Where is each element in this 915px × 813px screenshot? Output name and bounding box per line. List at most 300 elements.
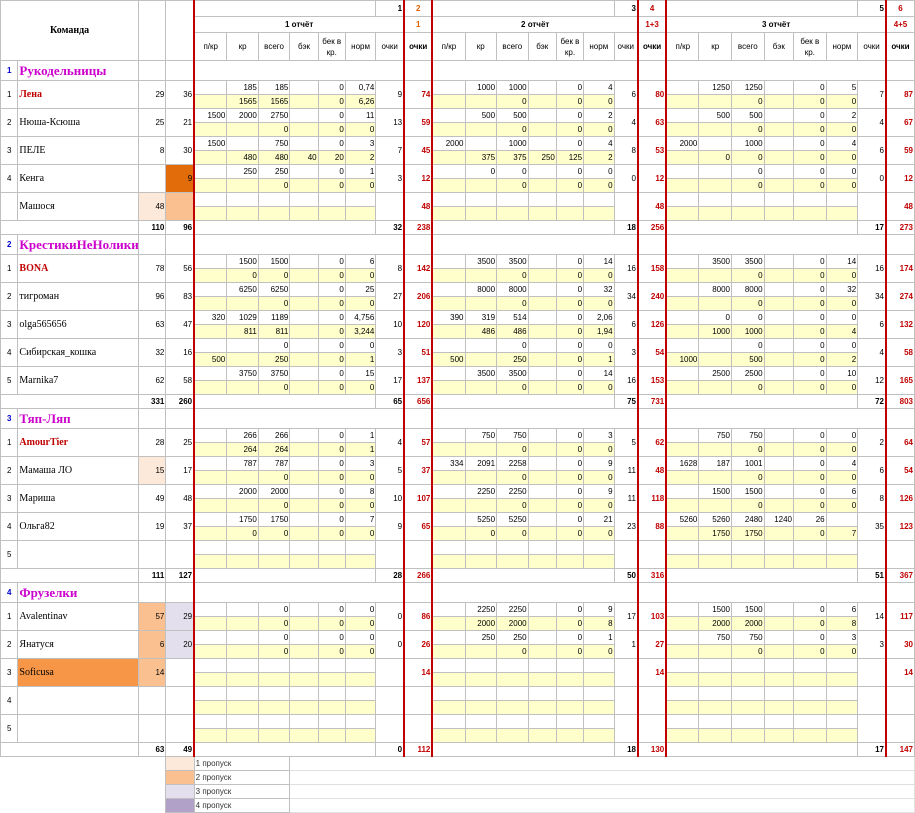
- points-cell[interactable]: 17: [376, 367, 404, 395]
- subheader-ochki-total[interactable]: очки: [638, 33, 666, 61]
- value-cell[interactable]: [764, 499, 793, 513]
- value-cell[interactable]: 0: [556, 443, 583, 457]
- value-cell[interactable]: [194, 165, 227, 179]
- skip-score-a[interactable]: 6: [139, 631, 166, 659]
- col-number-6[interactable]: 6: [886, 1, 915, 17]
- subheader-bekvkr[interactable]: бек в кр.: [556, 33, 583, 61]
- cell[interactable]: [194, 743, 376, 757]
- total-points[interactable]: 142: [404, 255, 432, 283]
- value-cell[interactable]: 334: [432, 457, 465, 471]
- value-cell[interactable]: 0: [258, 617, 290, 631]
- value-cell[interactable]: 0: [318, 429, 345, 443]
- cell[interactable]: [666, 409, 886, 429]
- player-number[interactable]: 2: [1, 631, 18, 659]
- value-cell[interactable]: [432, 673, 465, 687]
- value-cell[interactable]: [666, 151, 699, 165]
- subheader-bek[interactable]: бэк: [290, 33, 318, 61]
- value-cell[interactable]: [497, 729, 529, 743]
- cell[interactable]: [139, 583, 166, 603]
- points-cell[interactable]: 7: [376, 137, 404, 165]
- value-cell[interactable]: 8000: [465, 283, 497, 297]
- value-cell[interactable]: 0: [318, 165, 345, 179]
- value-cell[interactable]: 1500: [732, 485, 765, 499]
- skip-score-a[interactable]: 15: [139, 457, 166, 485]
- value-cell[interactable]: 0: [318, 283, 345, 297]
- value-cell[interactable]: 1500: [258, 255, 290, 269]
- skip-score-a[interactable]: 48: [139, 193, 166, 221]
- value-cell[interactable]: [227, 715, 259, 729]
- value-cell[interactable]: 0: [258, 179, 290, 193]
- value-cell[interactable]: 7: [826, 527, 858, 541]
- value-cell[interactable]: 0: [318, 471, 345, 485]
- cell[interactable]: [432, 743, 614, 757]
- value-cell[interactable]: [764, 645, 793, 659]
- value-cell[interactable]: [793, 207, 826, 221]
- value-cell[interactable]: [465, 137, 497, 151]
- cell[interactable]: [666, 743, 857, 757]
- value-cell[interactable]: [666, 701, 699, 715]
- value-cell[interactable]: [699, 207, 732, 221]
- value-cell[interactable]: [290, 715, 318, 729]
- value-cell[interactable]: 0: [826, 269, 858, 283]
- cell[interactable]: [166, 583, 194, 603]
- value-cell[interactable]: [699, 673, 732, 687]
- value-cell[interactable]: 4,756: [345, 311, 375, 325]
- value-cell[interactable]: [227, 729, 259, 743]
- points-cell[interactable]: [376, 715, 404, 743]
- value-cell[interactable]: 2000: [699, 617, 732, 631]
- value-cell[interactable]: [666, 193, 699, 207]
- sum-total[interactable]: 112: [404, 743, 432, 757]
- total-points[interactable]: 54: [638, 339, 666, 367]
- points-cell[interactable]: 11: [614, 485, 638, 513]
- value-cell[interactable]: [194, 429, 227, 443]
- value-cell[interactable]: 0: [318, 513, 345, 527]
- points-cell[interactable]: 9: [376, 81, 404, 109]
- cell[interactable]: [1, 569, 139, 583]
- value-cell[interactable]: 0: [732, 297, 765, 311]
- points-cell[interactable]: 4: [858, 109, 886, 137]
- value-cell[interactable]: 0: [556, 339, 583, 353]
- cell[interactable]: [638, 583, 666, 603]
- total-points[interactable]: 59: [404, 109, 432, 137]
- total-points[interactable]: 107: [404, 485, 432, 513]
- value-cell[interactable]: [666, 283, 699, 297]
- value-cell[interactable]: 0: [497, 499, 529, 513]
- value-cell[interactable]: 514: [497, 311, 529, 325]
- value-cell[interactable]: 32: [826, 283, 858, 297]
- value-cell[interactable]: 0: [345, 645, 375, 659]
- value-cell[interactable]: 0: [793, 151, 826, 165]
- value-cell[interactable]: 0: [318, 631, 345, 645]
- value-cell[interactable]: 185: [258, 81, 290, 95]
- value-cell[interactable]: [290, 541, 318, 555]
- value-cell[interactable]: 9: [584, 457, 614, 471]
- points-cell[interactable]: 16: [858, 255, 886, 283]
- value-cell[interactable]: 0: [793, 367, 826, 381]
- value-cell[interactable]: [194, 283, 227, 297]
- cell[interactable]: [166, 1, 194, 61]
- value-cell[interactable]: [432, 381, 465, 395]
- player-number[interactable]: 4: [1, 513, 18, 541]
- subheader-ochki[interactable]: очки: [858, 33, 886, 61]
- total-points[interactable]: 14: [886, 659, 915, 687]
- value-cell[interactable]: 1750: [258, 513, 290, 527]
- value-cell[interactable]: 0: [497, 527, 529, 541]
- sum-a[interactable]: 63: [139, 743, 166, 757]
- value-cell[interactable]: 8: [584, 617, 614, 631]
- value-cell[interactable]: [227, 193, 259, 207]
- total-points[interactable]: 37: [404, 457, 432, 485]
- value-cell[interactable]: 6250: [227, 283, 259, 297]
- value-cell[interactable]: 0: [318, 485, 345, 499]
- value-cell[interactable]: [290, 255, 318, 269]
- points-cell[interactable]: 12: [858, 367, 886, 395]
- value-cell[interactable]: [666, 645, 699, 659]
- value-cell[interactable]: [556, 193, 583, 207]
- value-cell[interactable]: [290, 353, 318, 367]
- value-cell[interactable]: [764, 109, 793, 123]
- cell[interactable]: [1, 395, 139, 409]
- team-number[interactable]: 1: [1, 61, 18, 81]
- value-cell[interactable]: [290, 443, 318, 457]
- player-number[interactable]: 1: [1, 255, 18, 283]
- value-cell[interactable]: 0: [556, 255, 583, 269]
- value-cell[interactable]: 0: [556, 179, 583, 193]
- cell[interactable]: [886, 409, 915, 429]
- value-cell[interactable]: 3500: [497, 367, 529, 381]
- points-cell[interactable]: 3: [376, 339, 404, 367]
- value-cell[interactable]: 4: [826, 457, 858, 471]
- total-points[interactable]: 165: [886, 367, 915, 395]
- value-cell[interactable]: [290, 701, 318, 715]
- value-cell[interactable]: [432, 193, 465, 207]
- total-points[interactable]: 240: [638, 283, 666, 311]
- total-points[interactable]: 117: [886, 603, 915, 631]
- subheader-pkr[interactable]: п/кр: [194, 33, 227, 61]
- value-cell[interactable]: [432, 631, 465, 645]
- value-cell[interactable]: 0: [556, 311, 583, 325]
- total-points[interactable]: 62: [638, 429, 666, 457]
- cell[interactable]: [1, 757, 166, 771]
- value-cell[interactable]: 2: [584, 109, 614, 123]
- value-cell[interactable]: [290, 123, 318, 137]
- value-cell[interactable]: 9: [584, 485, 614, 499]
- value-cell[interactable]: [528, 165, 556, 179]
- subheader-bek[interactable]: бэк: [764, 33, 793, 61]
- value-cell[interactable]: [432, 95, 465, 109]
- value-cell[interactable]: 3500: [699, 255, 732, 269]
- value-cell[interactable]: 0: [556, 513, 583, 527]
- value-cell[interactable]: 0: [584, 297, 614, 311]
- cell[interactable]: [404, 61, 432, 81]
- value-cell[interactable]: 0: [732, 311, 765, 325]
- value-cell[interactable]: [732, 541, 765, 555]
- value-cell[interactable]: 5: [826, 81, 858, 95]
- value-cell[interactable]: [290, 311, 318, 325]
- team-name[interactable]: КрестикиНеНолики: [18, 235, 139, 255]
- value-cell[interactable]: 0: [826, 165, 858, 179]
- sum-points[interactable]: 50: [614, 569, 638, 583]
- value-cell[interactable]: 375: [465, 151, 497, 165]
- value-cell[interactable]: [497, 193, 529, 207]
- total-points[interactable]: [886, 687, 915, 715]
- value-cell[interactable]: 1: [345, 165, 375, 179]
- value-cell[interactable]: [528, 443, 556, 457]
- value-cell[interactable]: 486: [465, 325, 497, 339]
- total-points[interactable]: 118: [638, 485, 666, 513]
- skip-score-b[interactable]: 30: [166, 137, 194, 165]
- value-cell[interactable]: [666, 631, 699, 645]
- value-cell[interactable]: [528, 603, 556, 617]
- total-points[interactable]: 88: [638, 513, 666, 541]
- value-cell[interactable]: [432, 499, 465, 513]
- value-cell[interactable]: 0: [793, 603, 826, 617]
- value-cell[interactable]: 1029: [227, 311, 259, 325]
- value-cell[interactable]: [764, 429, 793, 443]
- value-cell[interactable]: [666, 207, 699, 221]
- skip-score-a[interactable]: 63: [139, 311, 166, 339]
- value-cell[interactable]: [666, 81, 699, 95]
- value-cell[interactable]: [826, 513, 858, 527]
- value-cell[interactable]: 2258: [497, 457, 529, 471]
- points-cell[interactable]: 6: [614, 81, 638, 109]
- sum-points[interactable]: 72: [858, 395, 886, 409]
- value-cell[interactable]: [699, 659, 732, 673]
- value-cell[interactable]: 8000: [699, 283, 732, 297]
- value-cell[interactable]: [826, 701, 858, 715]
- sum-points[interactable]: 28: [376, 569, 404, 583]
- value-cell[interactable]: [432, 151, 465, 165]
- value-cell[interactable]: [432, 429, 465, 443]
- cell[interactable]: [666, 221, 857, 235]
- sum-a[interactable]: 331: [139, 395, 166, 409]
- value-cell[interactable]: [465, 555, 497, 569]
- value-cell[interactable]: [290, 673, 318, 687]
- player-number[interactable]: 3: [1, 659, 18, 687]
- value-cell[interactable]: 0: [793, 179, 826, 193]
- value-cell[interactable]: [732, 701, 765, 715]
- value-cell[interactable]: [194, 443, 227, 457]
- value-cell[interactable]: 0: [826, 123, 858, 137]
- value-cell[interactable]: [227, 673, 259, 687]
- value-cell[interactable]: 14: [826, 255, 858, 269]
- value-cell[interactable]: [732, 715, 765, 729]
- value-cell[interactable]: 0: [345, 617, 375, 631]
- points-cell[interactable]: 4: [376, 429, 404, 457]
- value-cell[interactable]: 0: [584, 165, 614, 179]
- value-cell[interactable]: [826, 729, 858, 743]
- value-cell[interactable]: 0: [497, 95, 529, 109]
- value-cell[interactable]: [528, 429, 556, 443]
- value-cell[interactable]: [528, 381, 556, 395]
- points-cell[interactable]: 2: [858, 429, 886, 457]
- total-points[interactable]: 103: [638, 603, 666, 631]
- value-cell[interactable]: 125: [556, 151, 583, 165]
- value-cell[interactable]: [465, 499, 497, 513]
- col-number-2[interactable]: 2: [404, 1, 432, 17]
- value-cell[interactable]: 1240: [764, 513, 793, 527]
- value-cell[interactable]: 0: [318, 109, 345, 123]
- value-cell[interactable]: 0: [345, 527, 375, 541]
- value-cell[interactable]: 1628: [666, 457, 699, 471]
- player-number[interactable]: 1: [1, 603, 18, 631]
- value-cell[interactable]: 0: [793, 255, 826, 269]
- value-cell[interactable]: [584, 715, 614, 729]
- value-cell[interactable]: 2000: [465, 617, 497, 631]
- value-cell[interactable]: 6250: [258, 283, 290, 297]
- value-cell[interactable]: [528, 645, 556, 659]
- value-cell[interactable]: [465, 207, 497, 221]
- value-cell[interactable]: [258, 555, 290, 569]
- value-cell[interactable]: 750: [465, 429, 497, 443]
- points-cell[interactable]: 10: [376, 485, 404, 513]
- value-cell[interactable]: [556, 555, 583, 569]
- player-name[interactable]: AmourTier: [18, 429, 139, 457]
- skip-score-a[interactable]: 96: [139, 283, 166, 311]
- value-cell[interactable]: [318, 659, 345, 673]
- value-cell[interactable]: 750: [699, 429, 732, 443]
- value-cell[interactable]: [732, 193, 765, 207]
- value-cell[interactable]: 1500: [699, 603, 732, 617]
- total-points[interactable]: 30: [886, 631, 915, 659]
- value-cell[interactable]: 0: [826, 339, 858, 353]
- player-name[interactable]: Soficusa: [18, 659, 139, 687]
- sum-a[interactable]: 110: [139, 221, 166, 235]
- value-cell[interactable]: [258, 193, 290, 207]
- value-cell[interactable]: [465, 193, 497, 207]
- value-cell[interactable]: [194, 687, 227, 701]
- value-cell[interactable]: [764, 207, 793, 221]
- value-cell[interactable]: 0: [318, 123, 345, 137]
- player-name[interactable]: тигроман: [18, 283, 139, 311]
- value-cell[interactable]: [465, 443, 497, 457]
- value-cell[interactable]: [465, 715, 497, 729]
- value-cell[interactable]: 185: [227, 81, 259, 95]
- value-cell[interactable]: [194, 325, 227, 339]
- value-cell[interactable]: 2000: [432, 137, 465, 151]
- player-number[interactable]: 3: [1, 137, 18, 165]
- value-cell[interactable]: 0: [584, 339, 614, 353]
- value-cell[interactable]: 0: [826, 499, 858, 513]
- value-cell[interactable]: [258, 207, 290, 221]
- value-cell[interactable]: [764, 541, 793, 555]
- cell[interactable]: [290, 771, 915, 785]
- total-points[interactable]: [404, 541, 432, 569]
- value-cell[interactable]: [432, 283, 465, 297]
- value-cell[interactable]: [318, 193, 345, 207]
- cell[interactable]: [194, 569, 376, 583]
- value-cell[interactable]: [764, 457, 793, 471]
- value-cell[interactable]: 0: [497, 381, 529, 395]
- value-cell[interactable]: [432, 513, 465, 527]
- total-points[interactable]: 132: [886, 311, 915, 339]
- value-cell[interactable]: 1565: [258, 95, 290, 109]
- sum-total[interactable]: 266: [404, 569, 432, 583]
- sum-total[interactable]: 256: [638, 221, 666, 235]
- points-cell[interactable]: 8: [858, 485, 886, 513]
- value-cell[interactable]: [764, 603, 793, 617]
- value-cell[interactable]: [584, 207, 614, 221]
- value-cell[interactable]: [290, 381, 318, 395]
- value-cell[interactable]: 0: [584, 645, 614, 659]
- value-cell[interactable]: [497, 555, 529, 569]
- value-cell[interactable]: 0: [793, 269, 826, 283]
- player-number[interactable]: 4: [1, 687, 18, 715]
- sum-total[interactable]: 656: [404, 395, 432, 409]
- value-cell[interactable]: [764, 485, 793, 499]
- value-cell[interactable]: 1250: [699, 81, 732, 95]
- player-name[interactable]: Янатуся: [18, 631, 139, 659]
- value-cell[interactable]: [699, 715, 732, 729]
- value-cell[interactable]: 250: [497, 353, 529, 367]
- value-cell[interactable]: [258, 729, 290, 743]
- value-cell[interactable]: [194, 81, 227, 95]
- value-cell[interactable]: 0: [318, 367, 345, 381]
- team-name[interactable]: Фрузелки: [18, 583, 139, 603]
- value-cell[interactable]: [345, 659, 375, 673]
- points-cell[interactable]: 5: [614, 429, 638, 457]
- skip-score-a[interactable]: 49: [139, 485, 166, 513]
- value-cell[interactable]: [556, 715, 583, 729]
- value-cell[interactable]: [432, 541, 465, 555]
- player-number[interactable]: [1, 193, 18, 221]
- total-points[interactable]: [886, 715, 915, 743]
- value-cell[interactable]: 750: [699, 631, 732, 645]
- value-cell[interactable]: 0: [258, 499, 290, 513]
- value-cell[interactable]: [764, 527, 793, 541]
- points-cell[interactable]: [858, 715, 886, 743]
- player-name[interactable]: Машося: [18, 193, 139, 221]
- value-cell[interactable]: [194, 471, 227, 485]
- report-1-title[interactable]: 1 отчёт: [194, 17, 404, 33]
- value-cell[interactable]: [666, 325, 699, 339]
- value-cell[interactable]: [290, 687, 318, 701]
- points-cell[interactable]: 34: [614, 283, 638, 311]
- value-cell[interactable]: [528, 123, 556, 137]
- value-cell[interactable]: [194, 255, 227, 269]
- value-cell[interactable]: [584, 687, 614, 701]
- value-cell[interactable]: [793, 659, 826, 673]
- total-points[interactable]: 126: [886, 485, 915, 513]
- value-cell[interactable]: 0: [345, 179, 375, 193]
- value-cell[interactable]: 0: [826, 443, 858, 457]
- player-name[interactable]: [18, 687, 139, 715]
- value-cell[interactable]: [194, 381, 227, 395]
- points-cell[interactable]: [376, 193, 404, 221]
- value-cell[interactable]: [227, 687, 259, 701]
- value-cell[interactable]: 250: [528, 151, 556, 165]
- value-cell[interactable]: 0: [826, 429, 858, 443]
- value-cell[interactable]: 0: [258, 471, 290, 485]
- value-cell[interactable]: [764, 631, 793, 645]
- value-cell[interactable]: 0: [556, 381, 583, 395]
- sum-points[interactable]: 65: [376, 395, 404, 409]
- skip-score-b[interactable]: 16: [166, 339, 194, 367]
- value-cell[interactable]: 0: [465, 527, 497, 541]
- value-cell[interactable]: 500: [732, 109, 765, 123]
- value-cell[interactable]: [666, 715, 699, 729]
- value-cell[interactable]: 1500: [227, 255, 259, 269]
- value-cell[interactable]: [666, 367, 699, 381]
- value-cell[interactable]: [764, 255, 793, 269]
- value-cell[interactable]: [227, 297, 259, 311]
- skip-score-b[interactable]: 83: [166, 283, 194, 311]
- value-cell[interactable]: 0: [345, 297, 375, 311]
- value-cell[interactable]: 0: [584, 381, 614, 395]
- player-name[interactable]: [18, 715, 139, 743]
- value-cell[interactable]: [290, 95, 318, 109]
